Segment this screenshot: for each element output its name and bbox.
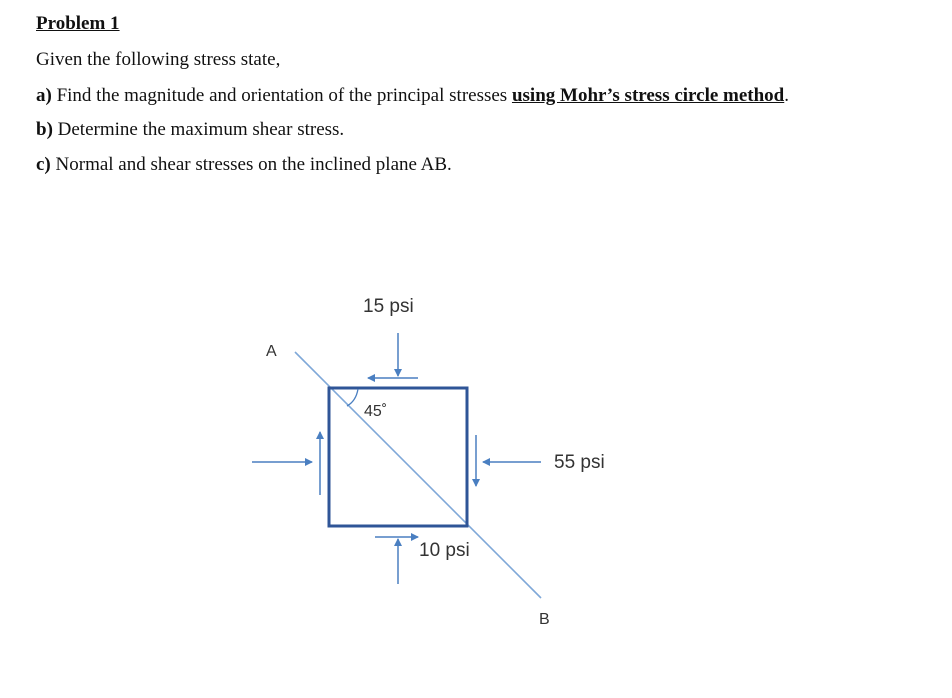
- top-stress-label: 15 psi: [363, 296, 414, 317]
- angle-arc: [347, 389, 358, 406]
- stress-element-square: [329, 388, 467, 526]
- right-stress-label: 55 psi: [554, 452, 605, 473]
- point-a-label: A: [266, 343, 277, 360]
- point-b-label: B: [539, 611, 550, 628]
- intro-text: Given the following stress state,: [36, 49, 281, 70]
- angle-label: 45˚: [364, 403, 388, 420]
- part-b-marker: b): [36, 119, 53, 140]
- part-c-marker: c): [36, 154, 51, 175]
- part-a-text: Find the magnitude and orientation of the principal stresses: [56, 85, 512, 106]
- part-a-emphasis: using Mohr’s stress circle method: [511, 85, 785, 106]
- part-a-tail: .: [784, 85, 790, 106]
- shear-stress-label: 10 psi: [419, 540, 470, 561]
- part-a-marker: a): [36, 85, 52, 106]
- problem-title: Problem 1: [36, 13, 120, 34]
- part-c-text: Normal and shear stresses on the inclined plane AB.: [55, 154, 452, 175]
- part-b-text: Determine the maximum shear stress.: [57, 119, 345, 140]
